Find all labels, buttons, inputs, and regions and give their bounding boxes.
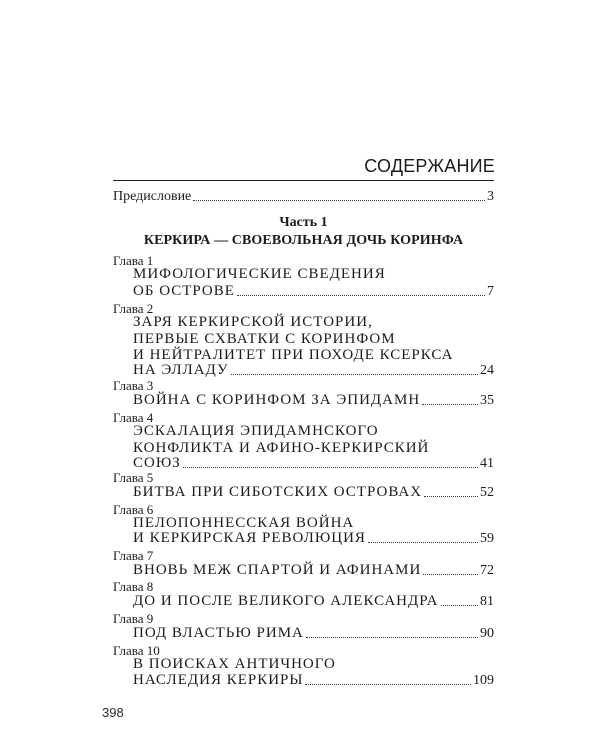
chapter-title-line: КОНФЛИКТА И АФИНО-КЕРКИРСКИЙ	[133, 440, 430, 456]
toc-entry-chapter-9[interactable]	[133, 625, 494, 642]
toc-entry-chapter-1[interactable]	[133, 283, 494, 300]
chapter-label: Глава 10	[113, 643, 160, 658]
dot-leader	[305, 684, 471, 685]
chapter-title-line: ДО И ПОСЛЕ ВЕЛИКОГО АЛЕКСАНДРА	[133, 593, 439, 609]
toc-entry-chapter-2[interactable]	[133, 362, 494, 379]
part-label: Часть 1	[279, 215, 328, 230]
chapter-title-line: БИТВА ПРИ СИБОТСКИХ ОСТРОВАХ	[133, 484, 423, 500]
dot-leader	[306, 637, 478, 638]
chapter-title-line: ПЕЛОПОННЕССКАЯ ВОЙНА	[133, 515, 355, 531]
page-number: 7	[487, 284, 494, 299]
toc-entry-chapter-3[interactable]	[133, 392, 494, 409]
dot-leader	[368, 542, 478, 543]
page-number: 59	[480, 531, 494, 546]
chapter-title-line: ПЕРВЫЕ СХВАТКИ С КОРИНФОМ	[133, 331, 396, 347]
page-number: 52	[480, 485, 494, 500]
page-number: 35	[480, 393, 494, 408]
chapter-title-line: ЗАРЯ КЕРКИРСКОЙ ИСТОРИИ,	[133, 314, 373, 330]
page-number: 41	[480, 456, 494, 471]
chapter-title-line: МИФОЛОГИЧЕСКИЕ СВЕДЕНИЯ	[133, 266, 386, 282]
page-number: 90	[480, 626, 494, 641]
chapter-title-line: ВОЙНА С КОРИНФОМ ЗА ЭПИДАМН	[133, 392, 421, 408]
chapter-title-line: И НЕЙТРАЛИТЕТ ПРИ ПОХОДЕ КСЕРКСА	[133, 347, 454, 363]
toc-entry-chapter-4[interactable]	[133, 455, 494, 472]
heading-rule	[113, 180, 494, 181]
page-number: 24	[480, 363, 494, 378]
page-number: 3	[487, 189, 494, 204]
toc-entry-chapter-10[interactable]	[133, 672, 494, 689]
chapter-label: Глава 4	[113, 410, 154, 425]
page-number: 81	[480, 594, 494, 609]
chapter-title-line: И КЕРКИРСКАЯ РЕВОЛЮЦИЯ	[133, 530, 366, 546]
toc-entry-chapter-8[interactable]	[133, 593, 494, 610]
dot-leader	[422, 404, 478, 405]
page-number: 109	[473, 673, 494, 688]
chapter-title-line: СОЮЗ	[133, 455, 181, 471]
part-title: КЕРКИРА — СВОЕВОЛЬНАЯ ДОЧЬ КОРИНФА	[143, 233, 464, 248]
chapter-title-line: ПОД ВЛАСТЬЮ РИМА	[133, 625, 304, 641]
chapter-title-line: В ПОИСКАХ АНТИЧНОГО	[133, 656, 336, 672]
chapter-title-line: ОБ ОСТРОВЕ	[133, 283, 235, 299]
toc-entry-chapter-6[interactable]	[133, 530, 494, 547]
contents-heading: СОДЕРЖАНИЕ	[364, 156, 495, 176]
chapter-label: Глава 9	[113, 611, 154, 626]
chapter-label: Глава 6	[113, 502, 154, 517]
dot-leader	[193, 200, 485, 201]
chapter-label: Глава 8	[113, 579, 154, 594]
dot-leader	[231, 374, 478, 375]
chapter-label: Глава 7	[113, 548, 154, 563]
chapter-label: Глава 1	[113, 253, 154, 268]
chapter-title-line: ЭСКАЛАЦИЯ ЭПИДАМНСКОГО	[133, 423, 379, 439]
dot-leader	[424, 496, 478, 497]
chapter-title-line: НА ЭЛЛАДУ	[133, 362, 229, 378]
chapter-label: Глава 2	[113, 301, 154, 316]
dot-leader	[441, 605, 479, 606]
chapter-label: Глава 5	[113, 470, 154, 485]
chapter-title-line: ВНОВЬ МЕЖ СПАРТОЙ И АФИНАМИ	[133, 562, 422, 578]
dot-leader	[183, 467, 478, 468]
dot-leader	[237, 295, 485, 296]
preface-title: Предисловие	[113, 189, 192, 204]
toc-entry-preface[interactable]	[113, 189, 494, 205]
dot-leader	[423, 574, 478, 575]
toc-entry-chapter-7[interactable]	[133, 562, 494, 579]
chapter-label: Глава 3	[113, 378, 154, 393]
page-number: 72	[480, 563, 494, 578]
chapter-title-line: НАСЛЕДИЯ КЕРКИРЫ	[133, 672, 304, 688]
page-folio: 398	[102, 705, 124, 720]
toc-entry-chapter-5[interactable]	[133, 484, 494, 501]
